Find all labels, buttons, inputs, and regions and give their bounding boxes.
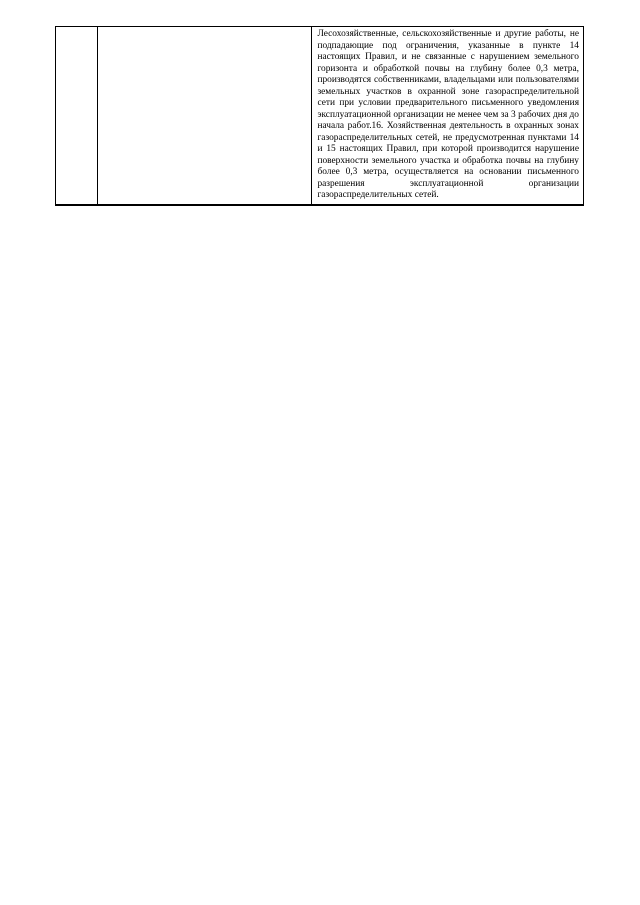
table-cell-name <box>98 27 312 205</box>
table-cell-number-text <box>56 27 97 31</box>
table-cell-description-text: Лесохозяйственные, сельскохозяйственные и другие работы, не подпадающие под ограничения, указанные в пункте 14 настоящих Правил, и не связанные с нарушением земельного горизонта и обработкой почвы на глубину более 0,3 метра, производятся собственниками, владельцами или пользователями земельных участков в охранной зоне газораспределительной сети при условии предварительного письменного уведомления эксплуатационной организации не менее чем за 3 рабочих дня до начала работ.16. Хозяйственная деятельность в охранных зонах газораспределительных сетей, не предусмотренная пунктами 14 и 15 настоящих Правил, при которой производится нарушение поверхности земельного участка и обработка почвы на глубину более 0,3 метра, осуществляется на основании письменного разрешения эксплуатационной организации газораспределительных сетей. <box>317 29 579 200</box>
table-cell-description <box>312 27 584 205</box>
table-cell-number <box>56 27 98 205</box>
table-cell-name-text <box>98 27 311 31</box>
document-table <box>55 26 584 206</box>
table-row <box>56 27 584 205</box>
